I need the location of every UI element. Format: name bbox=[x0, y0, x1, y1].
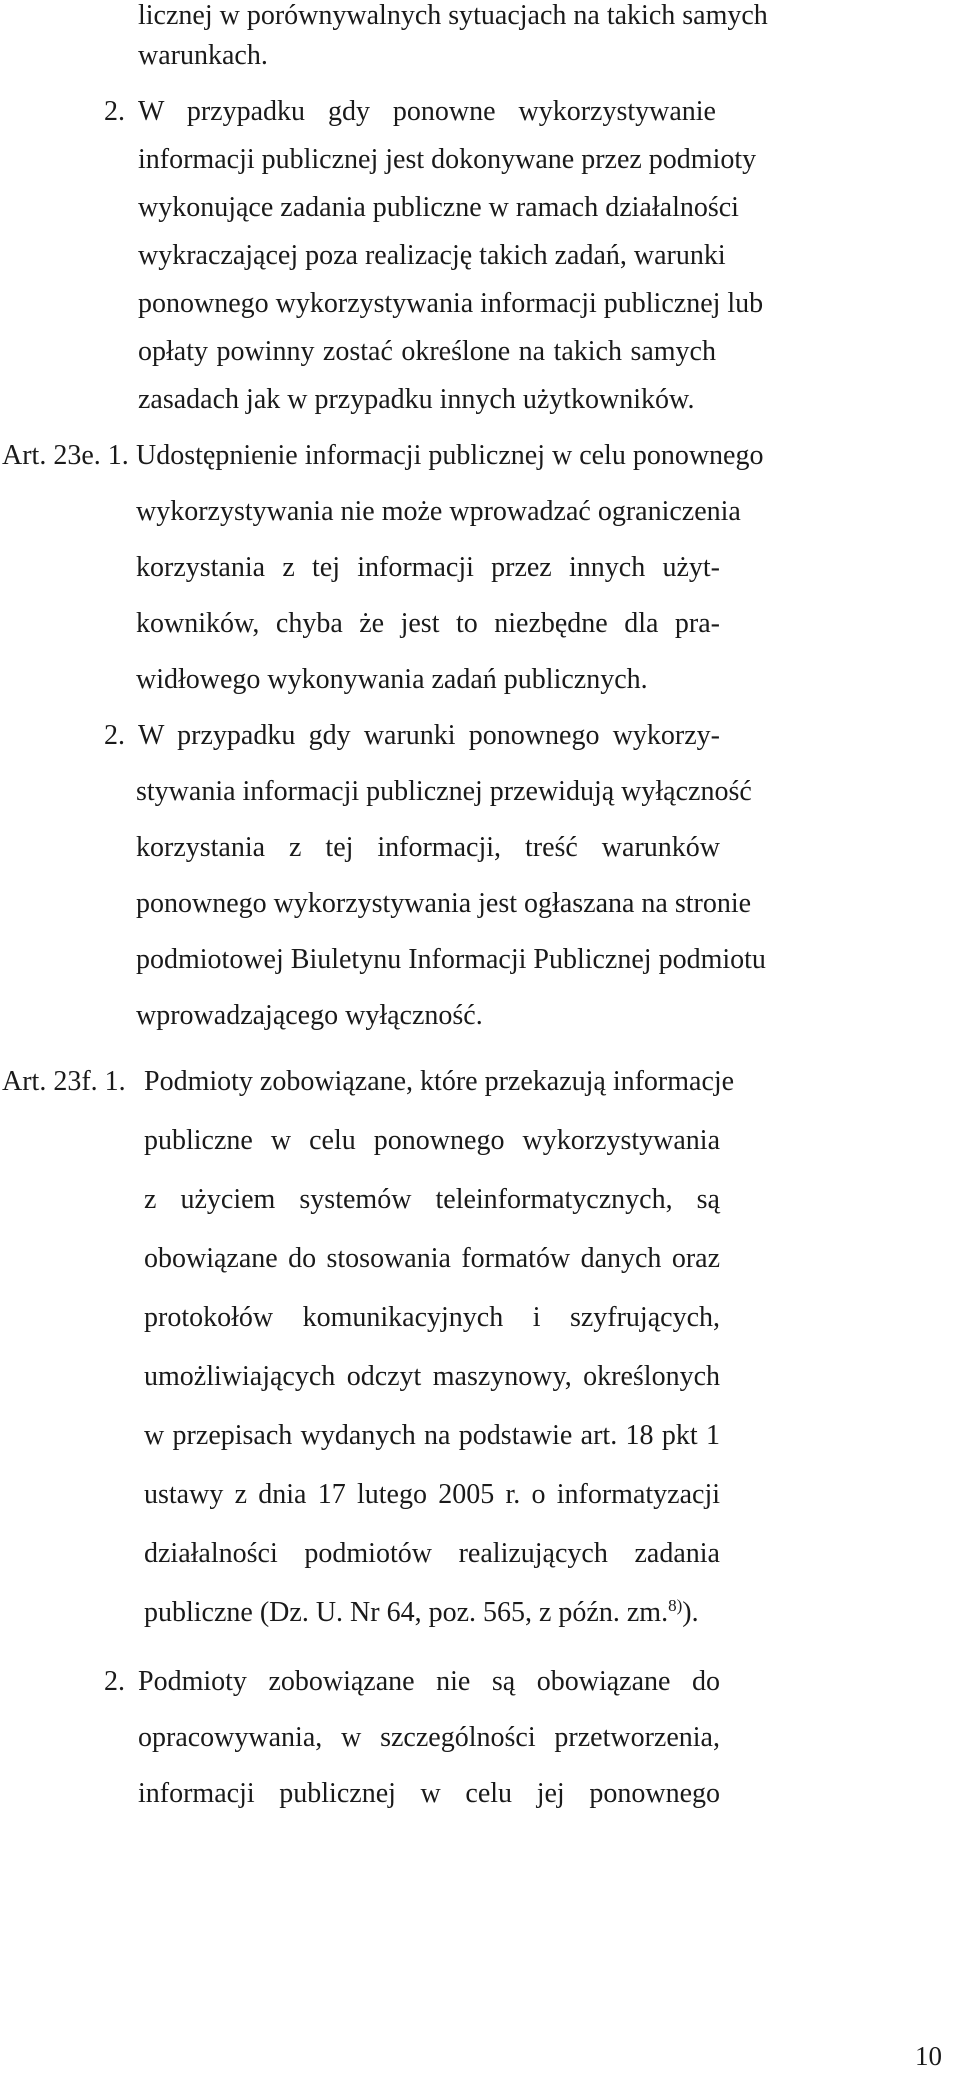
line-text: protokołów komunikacyjnych i szyfrujących, bbox=[144, 1302, 720, 1333]
paragraph-line bbox=[0, 26, 960, 86]
section-number: 2. bbox=[104, 1666, 125, 1697]
paragraph-line bbox=[0, 1052, 960, 1112]
paragraph-line bbox=[0, 482, 960, 542]
paragraph-line bbox=[0, 1229, 960, 1289]
line-text: ponownego wykorzystywania informacji publicznej lub bbox=[138, 288, 764, 319]
paragraph-line bbox=[0, 1465, 960, 1525]
line-text: wykraczającej poza realizację takich zadań, warunki bbox=[138, 240, 726, 271]
line-text: działalności podmiotów realizujących zadania bbox=[144, 1538, 720, 1569]
line-text: licznej w porównywalnych sytuacjach na takich samych bbox=[138, 0, 768, 31]
paragraph-line bbox=[0, 706, 960, 766]
line-text: wykorzystywania nie może wprowadzać ograniczenia bbox=[136, 496, 741, 527]
line-text: ponownego wykorzystywania jest ogłaszana na stronie bbox=[136, 888, 752, 919]
paragraph-line bbox=[0, 650, 960, 710]
paragraph-line bbox=[0, 1347, 960, 1407]
line-text: informacji publicznej w celu jej ponownego bbox=[138, 1778, 720, 1809]
section-number: 2. bbox=[104, 96, 125, 127]
line-text: warunkach. bbox=[138, 40, 268, 71]
paragraph-line bbox=[0, 1288, 960, 1348]
line-text: z użyciem systemów teleinformatycznych, są bbox=[144, 1184, 720, 1215]
paragraph-line bbox=[0, 370, 960, 430]
line-text: opłaty powinny zostać określone na takich samych bbox=[138, 336, 716, 367]
paragraph-line bbox=[0, 1652, 960, 1712]
paragraph-line bbox=[0, 762, 960, 822]
section-number: 2. bbox=[104, 720, 125, 751]
paragraph-line bbox=[0, 1764, 960, 1824]
line-text: w przepisach wydanych na podstawie art. 18 pkt 1 bbox=[144, 1420, 720, 1451]
line-text-tail: ). bbox=[682, 1597, 699, 1628]
line-text: kowników, chyba że jest to niezbędne dla pra- bbox=[136, 608, 720, 639]
line-text: zasadach jak w przypadku innych użytkowników. bbox=[138, 384, 695, 415]
footnote-marker: 8) bbox=[668, 1596, 683, 1615]
line-text: obowiązane do stosowania formatów danych oraz bbox=[144, 1243, 720, 1274]
paragraph-line bbox=[0, 538, 960, 598]
paragraph-line bbox=[0, 1170, 960, 1230]
paragraph-line bbox=[0, 1583, 960, 1643]
paragraph-line bbox=[0, 986, 960, 1046]
line-text: wykonujące zadania publiczne w ramach działalności bbox=[138, 192, 739, 223]
line-text: W przypadku gdy ponowne wykorzystywanie bbox=[138, 96, 716, 127]
line-text: korzystania z tej informacji, treść warunków bbox=[136, 832, 720, 863]
line-text: Podmioty zobowiązane nie są obowiązane do bbox=[138, 1666, 720, 1697]
paragraph-line bbox=[0, 818, 960, 878]
article-number: Art. 23f. 1. bbox=[2, 1066, 126, 1097]
line-text: widłowego wykonywania zadań publicznych. bbox=[136, 664, 648, 695]
paragraph-line bbox=[0, 594, 960, 654]
line-text: stywania informacji publicznej przewidują wyłączność bbox=[136, 776, 752, 807]
paragraph-line bbox=[0, 930, 960, 990]
paragraph-line bbox=[0, 1524, 960, 1584]
line-text: korzystania z tej informacji przez innych użyt- bbox=[136, 552, 720, 583]
line-text: informacji publicznej jest dokonywane przez podmioty bbox=[138, 144, 757, 175]
paragraph-line bbox=[0, 874, 960, 934]
paragraph-line bbox=[0, 426, 960, 486]
line-text: publiczne w celu ponownego wykorzystywania bbox=[144, 1125, 720, 1156]
line-text bbox=[144, 1583, 720, 1643]
article-number: Art. 23e. 1. bbox=[2, 440, 129, 471]
line-text: Udostępnienie informacji publicznej w celu ponownego bbox=[136, 440, 764, 471]
line-text: W przypadku gdy warunki ponownego wykorzy- bbox=[138, 720, 720, 751]
paragraph-line bbox=[0, 1708, 960, 1768]
page-number: 10 bbox=[915, 2041, 942, 2071]
line-text: Podmioty zobowiązane, które przekazują informacje bbox=[144, 1066, 735, 1097]
line-text: opracowywania, w szczególności przetworzenia, bbox=[138, 1722, 720, 1753]
line-text: umożliwiających odczyt maszynowy, określonych bbox=[144, 1361, 720, 1392]
line-text-main: publiczne (Dz. U. Nr 64, poz. 565, z późn. zm. bbox=[144, 1597, 669, 1628]
paragraph-line bbox=[0, 1406, 960, 1466]
line-text: podmiotowej Biuletynu Informacji Publicznej podmiotu bbox=[136, 944, 766, 975]
line-text: ustawy z dnia 17 lutego 2005 r. o informatyzacji bbox=[144, 1479, 720, 1510]
paragraph-line bbox=[0, 1111, 960, 1171]
line-text: wprowadzającego wyłączność. bbox=[136, 1000, 483, 1031]
